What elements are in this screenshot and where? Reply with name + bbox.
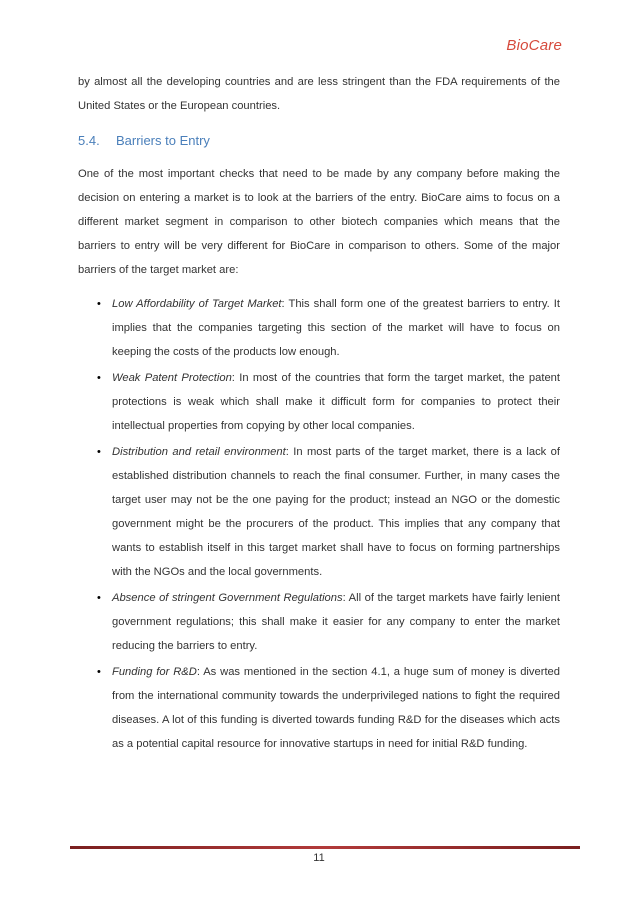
header-brand: BioCare bbox=[506, 37, 562, 54]
footer-divider bbox=[70, 846, 580, 849]
bullet-icon: • bbox=[97, 298, 101, 310]
list-item bbox=[97, 660, 561, 756]
barriers-list bbox=[78, 292, 560, 756]
barrier-term: Absence of stringent Government Regulations bbox=[112, 592, 343, 604]
barrier-text: : As was mentioned in the section 4.1, a huge sum of money is diverted from the international community towards the underprivileged nations to fight the required diseases. A lot of this funding is diverted towards funding R&D for the diseases which acts as a potential capital resource for innovative startups in need for initial R&D funding. bbox=[112, 666, 561, 750]
intro-paragraph: by almost all the developing countries and are less stringent than the FDA requirements of the United States or the European countries. bbox=[78, 76, 560, 112]
barrier-term: Weak Patent Protection bbox=[112, 372, 232, 384]
list-item bbox=[97, 366, 560, 438]
barrier-term: Low Affordability of Target Market bbox=[112, 298, 282, 310]
barrier-text: : All of the target markets have fairly lenient government regulations; this shall make it easier for any company to enter the market reducing the barriers to entry. bbox=[112, 592, 560, 652]
list-item bbox=[97, 586, 560, 658]
section-title: Barriers to Entry bbox=[116, 133, 210, 148]
page-content bbox=[78, 70, 560, 758]
barrier-text: : This shall form one of the greatest barriers to entry. It implies that the companies targeting this section of the market will have to focus on keeping the costs of the products low enough. bbox=[112, 298, 560, 358]
list-item bbox=[97, 440, 561, 584]
barrier-term: Distribution and retail environment bbox=[112, 446, 286, 458]
section-number: 5.4. bbox=[78, 133, 100, 148]
bullet-icon: • bbox=[97, 372, 101, 384]
barrier-text: : In most of the countries that form the target market, the patent protections is weak which shall make it difficult form for companies to protect their intellectual properties from copying by other local companies. bbox=[112, 372, 560, 432]
barrier-term: Funding for R&D bbox=[112, 666, 197, 678]
bullet-icon: • bbox=[97, 666, 101, 678]
bullet-icon: • bbox=[97, 446, 101, 458]
list-item bbox=[97, 292, 560, 364]
page-number: 11 bbox=[313, 852, 325, 864]
body-paragraph: One of the most important checks that need to be made by any company before making the decision on entering a market is to look at the barriers of the entry. BioCare aims to focus on a different market segment in comparison to other biotech companies which means that the barriers to entry will be very different for BioCare in comparison to others. Some of the major barriers of the target market are: bbox=[78, 168, 560, 276]
section-heading bbox=[78, 132, 560, 150]
bullet-icon: • bbox=[97, 592, 101, 604]
barrier-text: : In most parts of the target market, there is a lack of established distribution channels to reach the final consumer. Further, in many cases the target user may not be the one paying for the product; instead an NGO or the domestic government might be the procurers of the product. This implies that any company that wants to establish itself in this target market shall have to focus on forming partnerships with the NGOs and the local governments. bbox=[112, 446, 561, 578]
